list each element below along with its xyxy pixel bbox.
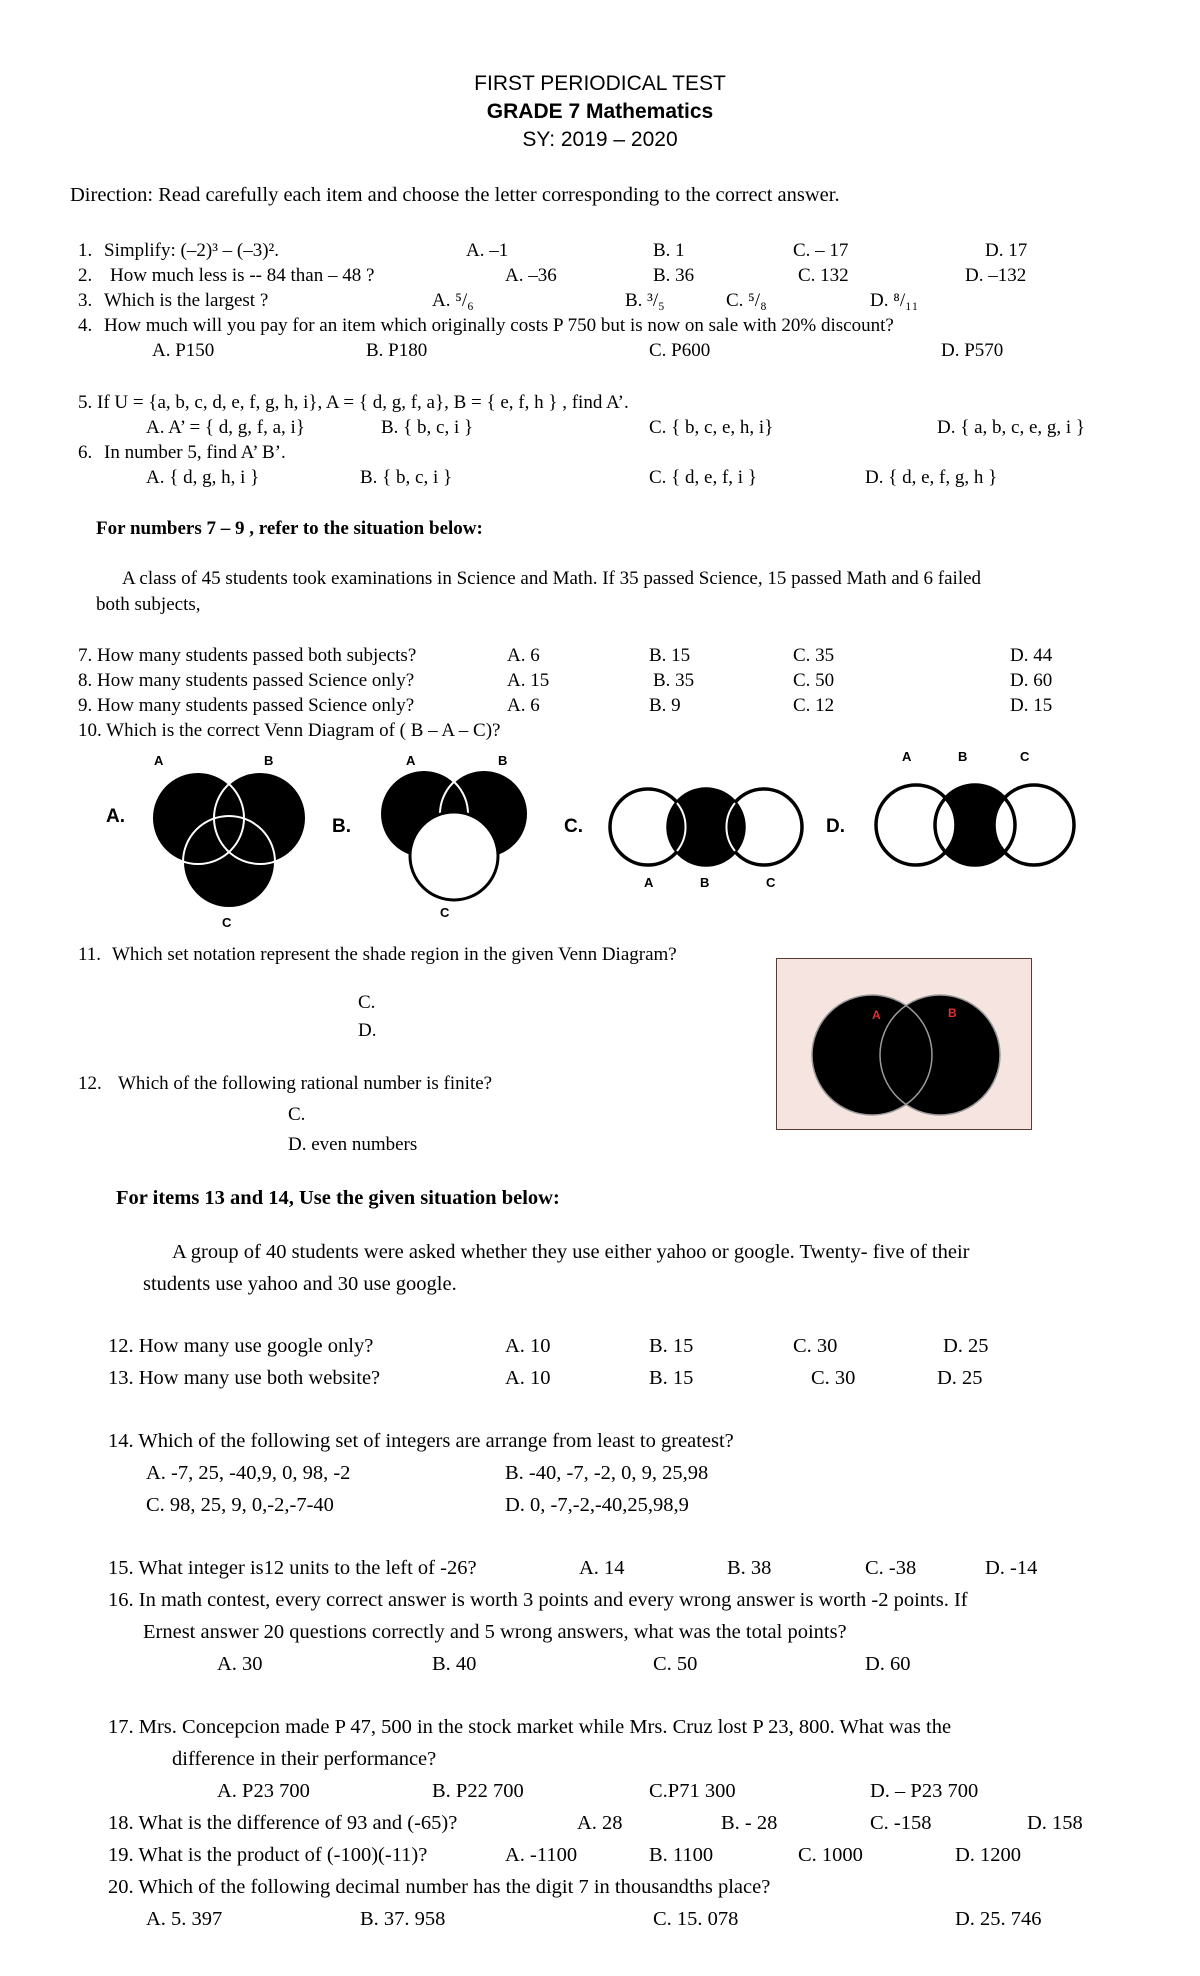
- choice-b: B. 1: [653, 240, 685, 261]
- choice-b: B. -40, -7, -2, 0, 9, 25,98: [505, 1462, 709, 1484]
- question-stem: 12. How many use google only?: [108, 1335, 374, 1357]
- venn-label-a: A: [872, 1008, 881, 1022]
- choice-d: D. { d, e, f, g, h }: [865, 467, 998, 488]
- venn-label-b: B: [498, 753, 508, 768]
- choice-a: A. 6: [507, 645, 540, 666]
- choice-d: D. 44: [1010, 645, 1053, 666]
- venn-label-b: B: [958, 749, 968, 764]
- question-number: 3.: [78, 290, 93, 311]
- choice-d: D.: [358, 1020, 377, 1041]
- choice-c: C. 98, 25, 9, 0,-2,-7-40: [146, 1494, 334, 1516]
- choice-c: C.: [288, 1104, 306, 1125]
- venn-label-c: C: [440, 905, 450, 920]
- choice-b: B. P22 700: [432, 1780, 524, 1802]
- question-10-stem: 10. Which is the correct Venn Diagram of ( B – A – C)?: [78, 720, 501, 741]
- venn-diagram-option-a: [140, 770, 320, 910]
- question-stem: 20. Which of the following decimal number has the digit 7 in thousandths place?: [108, 1876, 771, 1898]
- venn-diagram-option-c: [606, 786, 806, 868]
- choice-a: A. 28: [577, 1812, 623, 1834]
- question-number: 6.: [78, 442, 93, 463]
- question-stem: Which of the following rational number is finite?: [118, 1073, 493, 1094]
- venn-label-b: B: [948, 1006, 957, 1020]
- choice-b: B. { b, c, i }: [381, 417, 474, 438]
- direction-text: Direction: Read carefully each item and choose the letter corresponding to the correct answer.: [70, 184, 840, 206]
- choice-c: C. ⁵/₈: [726, 290, 767, 311]
- choice-a: A. –36: [505, 265, 557, 286]
- choice-d: D. P570: [941, 340, 1004, 361]
- question-stem: 14. Which of the following set of integers are arrange from least to greatest?: [108, 1430, 734, 1452]
- question-stem: 19. What is the product of (-100)(-11)?: [108, 1844, 428, 1866]
- choice-a: A. 5. 397: [146, 1908, 223, 1930]
- choice-d: D. -14: [985, 1557, 1038, 1579]
- question-stem: In number 5, find A’ B’.: [104, 442, 286, 463]
- choice-a: A. -7, 25, -40,9, 0, 98, -2: [146, 1462, 351, 1484]
- choice-d: D. 25: [943, 1335, 989, 1357]
- question-stem: 7. How many students passed both subjects?: [78, 645, 417, 666]
- choice-a: A. 30: [217, 1653, 263, 1675]
- school-year: SY: 2019 – 2020: [522, 128, 678, 151]
- choice-a: A. A’ = { d, g, f, a, i}: [146, 417, 305, 438]
- question-stem: 15. What integer is12 units to the left of -26?: [108, 1557, 477, 1579]
- question-stem: 9. How many students passed Science only?: [78, 695, 415, 716]
- choice-c: C. { d, e, f, i }: [649, 467, 757, 488]
- choice-d: D. 25: [937, 1367, 983, 1389]
- choice-b: B. - 28: [721, 1812, 778, 1834]
- situation-text: A group of 40 students were asked whether they use either yahoo or google. Twenty- five of their: [172, 1241, 970, 1263]
- choice-c: C. -158: [870, 1812, 932, 1834]
- choice-c: C.P71 300: [649, 1780, 736, 1802]
- choice-d: D. 60: [1010, 670, 1053, 691]
- choice-d: D. 158: [1027, 1812, 1083, 1834]
- choice-a: A. 15: [507, 670, 550, 691]
- choice-b: B. 40: [432, 1653, 477, 1675]
- choice-a: A. -1100: [505, 1844, 578, 1866]
- choice-b: B. 38: [727, 1557, 772, 1579]
- choice-b: B. ³/₅: [625, 290, 665, 311]
- venn-label-c: C: [766, 875, 776, 890]
- choice-c: C. – 17: [793, 240, 849, 261]
- choice-a: A. ⁵/₆: [432, 290, 474, 311]
- question-number: 4.: [78, 315, 93, 336]
- question-stem: Simplify: (–2)³ – (–3)².: [104, 240, 279, 261]
- question-number: 2.: [78, 265, 93, 286]
- question-stem: 5. If U = {a, b, c, d, e, f, g, h, i}, A = { d, g, f, a}, B = { e, f, h } , find A’.: [78, 392, 629, 413]
- situation-text: students use yahoo and 30 use google.: [143, 1273, 457, 1295]
- question-stem: difference in their performance?: [172, 1748, 437, 1770]
- question-stem: 18. What is the difference of 93 and (-65)?: [108, 1812, 458, 1834]
- choice-c: C. 30: [811, 1367, 856, 1389]
- choice-d: D. 17: [985, 240, 1028, 261]
- question-stem: How much will you pay for an item which originally costs P 750 but is now on sale with 20% discount?: [104, 315, 894, 336]
- choice-d: D. 25. 746: [955, 1908, 1042, 1930]
- choice-b: B. 36: [653, 265, 695, 286]
- choice-c: C. 1000: [798, 1844, 863, 1866]
- choice-d: D. 1200: [955, 1844, 1022, 1866]
- situation-text: both subjects,: [96, 594, 201, 615]
- question-stem: 13. How many use both website?: [108, 1367, 381, 1389]
- choice-d: D. – P23 700: [870, 1780, 979, 1802]
- choice-a: A. 14: [579, 1557, 625, 1579]
- question-stem: 17. Mrs. Concepcion made P 47, 500 in the stock market while Mrs. Cruz lost P 23, 800. What was the: [108, 1716, 952, 1738]
- venn-label-b: B: [700, 875, 710, 890]
- choice-d: D. 0, -7,-2,-40,25,98,9: [505, 1494, 689, 1516]
- situation-heading: For items 13 and 14, Use the given situation below:: [116, 1187, 560, 1209]
- question-stem: Which is the largest ?: [104, 290, 269, 311]
- choice-d: D. even numbers: [288, 1134, 418, 1155]
- venn-diagram-option-b: [372, 770, 552, 905]
- test-title: FIRST PERIODICAL TEST: [474, 72, 726, 95]
- choice-d: D. –132: [965, 265, 1027, 286]
- choice-c: C. 30: [793, 1335, 838, 1357]
- question-stem: 16. In math contest, every correct answer is worth 3 points and every wrong answer is worth -2 points. If: [108, 1589, 968, 1611]
- venn-diagram-option-d: [870, 780, 1080, 870]
- venn-option-letter: A.: [106, 806, 125, 827]
- choice-b: B. { b, c, i }: [360, 467, 453, 488]
- choice-d: D. ⁸/₁₁: [870, 290, 919, 311]
- choice-b: B. 35: [653, 670, 695, 691]
- choice-c: C. -38: [865, 1557, 917, 1579]
- choice-b: B. 15: [649, 1335, 694, 1357]
- venn-label-a: A: [644, 875, 654, 890]
- choice-c: C. 132: [798, 265, 849, 286]
- choice-b: B. 15: [649, 645, 691, 666]
- choice-c: C. 50: [793, 670, 835, 691]
- choice-b: B. 9: [649, 695, 681, 716]
- choice-a: A. 10: [505, 1335, 551, 1357]
- subject-title: GRADE 7 Mathematics: [486, 100, 714, 123]
- choice-a: A. 6: [507, 695, 540, 716]
- choice-c: C. 50: [653, 1653, 698, 1675]
- choice-d: D. 15: [1010, 695, 1053, 716]
- question-number: 12.: [78, 1073, 102, 1094]
- venn-label-a: A: [154, 753, 164, 768]
- venn-option-letter: D.: [826, 816, 845, 837]
- venn-diagram-shaded: [812, 995, 1032, 1119]
- choice-c: C. { b, c, e, h, i}: [649, 417, 774, 438]
- situation-heading: For numbers 7 – 9 , refer to the situation below:: [96, 518, 483, 539]
- choice-b: B. 37. 958: [360, 1908, 446, 1930]
- question-stem: Ernest answer 20 questions correctly and 5 wrong answers, what was the total points?: [143, 1621, 847, 1643]
- choice-a: A. P150: [152, 340, 215, 361]
- venn-label-c: C: [1020, 749, 1030, 764]
- choice-c: C. P600: [649, 340, 711, 361]
- choice-d: D. 60: [865, 1653, 911, 1675]
- choice-a: A. –1: [466, 240, 509, 261]
- question-number: 11.: [78, 944, 102, 965]
- venn-label-a: A: [902, 749, 912, 764]
- choice-a: A. P23 700: [217, 1780, 310, 1802]
- question-stem: How much less is -- 84 than – 48 ?: [110, 265, 375, 286]
- question-stem: Which set notation represent the shade region in the given Venn Diagram?: [112, 944, 677, 965]
- venn-label-c: C: [222, 915, 232, 930]
- venn-option-letter: B.: [332, 816, 351, 837]
- choice-d: D. { a, b, c, e, g, i }: [937, 417, 1086, 438]
- choice-c: C. 35: [793, 645, 835, 666]
- choice-c: C. 15. 078: [653, 1908, 739, 1930]
- choice-a: A. 10: [505, 1367, 551, 1389]
- venn-label-b: B: [264, 753, 274, 768]
- choice-a: A. { d, g, h, i }: [146, 467, 260, 488]
- choice-b: B. 1100: [649, 1844, 714, 1866]
- situation-text: A class of 45 students took examinations in Science and Math. If 35 passed Science, 15 passed Math and 6 failed: [122, 568, 982, 589]
- venn-option-letter: C.: [564, 816, 583, 837]
- choice-b: B. 15: [649, 1367, 694, 1389]
- choice-c: C. 12: [793, 695, 835, 716]
- venn-label-a: A: [406, 753, 416, 768]
- question-number: 1.: [78, 240, 93, 261]
- choice-b: B. P180: [366, 340, 428, 361]
- question-stem: 8. How many students passed Science only?: [78, 670, 415, 691]
- choice-c: C.: [358, 992, 376, 1013]
